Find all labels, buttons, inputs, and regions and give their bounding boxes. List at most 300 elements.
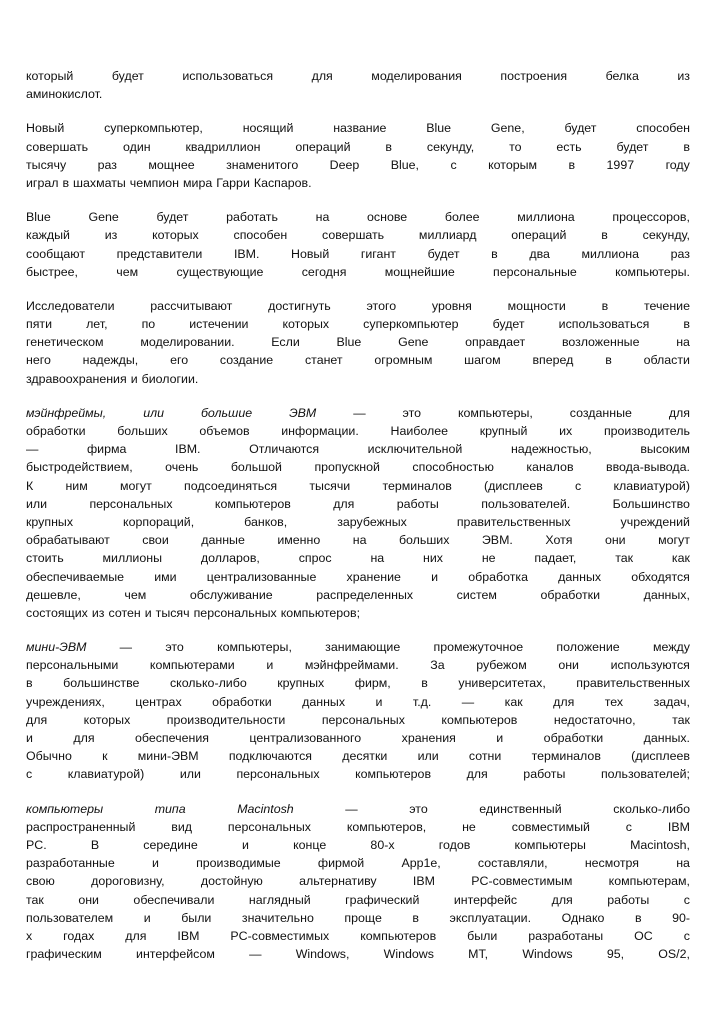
word: обработки bbox=[212, 694, 272, 709]
word: мэйнфреймы, bbox=[26, 405, 107, 420]
word: не bbox=[462, 819, 476, 834]
word: альтернативу bbox=[299, 874, 377, 889]
text-line bbox=[26, 818, 690, 836]
word: значительно bbox=[241, 910, 314, 925]
word: квадриллион bbox=[185, 139, 261, 154]
word: мини-ЭВМ bbox=[26, 640, 87, 655]
word: из bbox=[677, 69, 690, 83]
text-line bbox=[26, 656, 690, 674]
word: сотен bbox=[108, 605, 141, 620]
word: производимые bbox=[196, 856, 281, 871]
word: падает, bbox=[534, 551, 577, 566]
word: мэйнфреймами. bbox=[304, 658, 399, 673]
word: с bbox=[575, 478, 582, 493]
word: они bbox=[604, 533, 626, 548]
word: для bbox=[26, 712, 48, 727]
word: для bbox=[333, 496, 355, 511]
word: для bbox=[311, 69, 333, 83]
text-line bbox=[26, 370, 690, 388]
word: как bbox=[671, 551, 690, 566]
word: компьютеров; bbox=[280, 605, 361, 620]
word: достигнуть bbox=[268, 298, 331, 313]
word: Большинство bbox=[612, 496, 690, 511]
word: создание bbox=[219, 353, 274, 368]
word: производительности bbox=[166, 712, 286, 727]
word: Blue bbox=[426, 121, 452, 136]
word: 80-х bbox=[370, 837, 395, 852]
word: 1997 bbox=[606, 157, 635, 172]
word: суперкомпьютер bbox=[363, 317, 459, 332]
word: Blue, bbox=[390, 157, 419, 172]
word: информации. bbox=[281, 424, 359, 438]
word: больших bbox=[398, 533, 450, 548]
word: Обычно bbox=[26, 749, 72, 764]
word: данных, bbox=[643, 587, 690, 602]
word: хранение bbox=[346, 569, 401, 584]
word: Blue bbox=[26, 210, 51, 225]
word: персональных bbox=[193, 605, 277, 620]
word: централизованного bbox=[249, 731, 362, 745]
word: течение bbox=[643, 298, 690, 313]
word: правительственных bbox=[576, 676, 690, 691]
word: Gene bbox=[88, 210, 119, 225]
text-line bbox=[26, 909, 690, 927]
word: него bbox=[26, 353, 51, 368]
word: в bbox=[491, 246, 498, 261]
text-line bbox=[26, 674, 690, 692]
word: оправдает bbox=[465, 335, 526, 350]
word: и bbox=[143, 910, 151, 925]
word: большой bbox=[230, 460, 282, 475]
word: Однако bbox=[561, 910, 605, 925]
word: За bbox=[430, 658, 445, 673]
word: для bbox=[125, 928, 147, 943]
word: сегодня bbox=[301, 264, 347, 279]
word: и bbox=[375, 694, 383, 709]
word: PC-совместимых bbox=[230, 928, 330, 943]
word: Macintosh bbox=[237, 801, 294, 816]
word: в bbox=[385, 139, 392, 154]
word: и bbox=[26, 731, 33, 745]
text-line bbox=[26, 138, 690, 156]
word: миллиона bbox=[581, 246, 639, 261]
word: Windows, bbox=[295, 947, 350, 962]
word: совместимый bbox=[511, 819, 590, 834]
word: будет bbox=[564, 121, 597, 136]
word: годов bbox=[438, 837, 471, 852]
word: секунду, bbox=[426, 139, 475, 154]
word: центрах bbox=[135, 694, 182, 709]
word: истечении bbox=[189, 317, 249, 332]
word: на bbox=[315, 210, 330, 225]
word: на bbox=[352, 533, 367, 548]
word: и bbox=[144, 605, 152, 620]
word: именно bbox=[277, 533, 321, 548]
word: дороговизну, bbox=[91, 874, 165, 889]
word: операций bbox=[511, 228, 567, 243]
word: задач, bbox=[653, 694, 690, 709]
word: объемов bbox=[199, 424, 250, 438]
word: на bbox=[676, 335, 690, 350]
word: персональных bbox=[236, 767, 320, 782]
word: недостаточно, bbox=[553, 712, 636, 727]
word: каждый bbox=[26, 228, 70, 243]
word: существующие bbox=[176, 264, 264, 279]
text-line bbox=[26, 945, 690, 963]
word: университетах, bbox=[458, 676, 546, 691]
word: интерфейс bbox=[453, 892, 518, 907]
word: используются bbox=[610, 658, 690, 673]
word: с bbox=[625, 819, 632, 834]
text-line bbox=[26, 891, 690, 909]
word: которых bbox=[152, 228, 199, 243]
word: Если bbox=[271, 335, 300, 350]
word: стоить bbox=[26, 551, 64, 566]
word: будет bbox=[616, 139, 649, 154]
word: будет bbox=[492, 317, 525, 332]
word: фирмой bbox=[317, 856, 365, 871]
word: и bbox=[431, 569, 439, 584]
word: свои bbox=[142, 533, 169, 548]
word: секунду, bbox=[642, 228, 690, 243]
word: данные bbox=[201, 533, 245, 548]
word: для bbox=[551, 892, 573, 907]
word: Gene bbox=[398, 335, 429, 350]
text-line bbox=[26, 156, 690, 174]
word: данных bbox=[558, 569, 602, 584]
word: клавиатурой) bbox=[67, 767, 145, 782]
word: фирма bbox=[86, 442, 127, 457]
word: данных. bbox=[643, 731, 690, 745]
word: суперкомпьютер, bbox=[104, 121, 203, 136]
word: вид bbox=[171, 819, 192, 834]
word: или bbox=[417, 749, 439, 764]
word: носящий bbox=[242, 121, 294, 136]
word: персональных bbox=[227, 819, 311, 834]
word: и bbox=[130, 371, 138, 386]
word: будет bbox=[427, 246, 460, 261]
word: тысячу bbox=[26, 157, 67, 172]
word: аминокислот. bbox=[26, 87, 103, 102]
word: раз bbox=[97, 157, 117, 172]
word: основе bbox=[367, 210, 408, 225]
text-line bbox=[26, 711, 690, 729]
word: IBM bbox=[412, 874, 435, 889]
word: то bbox=[509, 139, 522, 154]
word: в bbox=[634, 910, 642, 925]
text-line bbox=[26, 729, 690, 747]
word: в bbox=[605, 353, 612, 368]
word: большинстве bbox=[63, 676, 140, 691]
word: в bbox=[683, 317, 690, 332]
word: компьютеры bbox=[26, 801, 104, 816]
word: так bbox=[26, 892, 44, 907]
word: персональных bbox=[89, 496, 173, 511]
word: вперед bbox=[532, 353, 574, 368]
word: шахматы bbox=[73, 175, 126, 190]
word: Новый bbox=[26, 121, 65, 136]
word: наглядный bbox=[248, 892, 311, 907]
word: — bbox=[119, 640, 133, 655]
word: тысячи bbox=[309, 478, 351, 493]
word: в bbox=[421, 676, 428, 691]
word: положение bbox=[556, 640, 620, 655]
word: генетическом bbox=[26, 335, 104, 350]
word: были bbox=[181, 910, 212, 925]
word: процессоров, bbox=[612, 210, 690, 225]
word: т.д. bbox=[412, 694, 432, 709]
text-line bbox=[26, 568, 690, 586]
word: середине bbox=[143, 837, 198, 852]
word: чем bbox=[116, 264, 139, 279]
word: клавиатурой) bbox=[613, 478, 690, 493]
word: IBM. bbox=[233, 246, 260, 261]
word: созданные bbox=[569, 405, 632, 420]
word: не bbox=[481, 551, 496, 566]
word: учреждениях, bbox=[26, 694, 105, 709]
word: Новый bbox=[291, 246, 330, 261]
word: более bbox=[444, 210, 480, 225]
word: графическим bbox=[26, 947, 102, 962]
word: рассчитывают bbox=[150, 298, 233, 313]
word: к bbox=[102, 749, 108, 764]
word: данных bbox=[302, 694, 346, 709]
text-line bbox=[26, 872, 690, 890]
word: это bbox=[409, 801, 428, 816]
text-line bbox=[26, 351, 690, 369]
word: уровня bbox=[431, 298, 472, 313]
text-line bbox=[26, 458, 690, 476]
word: чемпион bbox=[129, 175, 180, 190]
paragraph bbox=[26, 119, 690, 192]
word: их bbox=[559, 424, 573, 438]
word: эксплуатации. bbox=[449, 910, 532, 925]
word: компьютеры bbox=[514, 837, 586, 852]
word: обеспечения bbox=[135, 731, 209, 745]
text-line bbox=[26, 119, 690, 137]
paragraph bbox=[26, 208, 690, 281]
text-line bbox=[26, 440, 690, 458]
word: типа bbox=[154, 801, 186, 816]
word: пропускной bbox=[314, 460, 380, 475]
word: пользователей; bbox=[600, 767, 690, 782]
word: персональными bbox=[26, 658, 119, 673]
word: терминалов bbox=[531, 749, 601, 764]
word: ЭВМ. bbox=[481, 533, 513, 548]
word: для bbox=[668, 405, 690, 420]
word: в bbox=[26, 676, 33, 691]
word: использоваться bbox=[558, 317, 650, 332]
word: способен bbox=[233, 228, 288, 243]
word: дешевле, bbox=[26, 587, 81, 602]
word: миллионы bbox=[102, 551, 162, 566]
text-line bbox=[26, 297, 690, 315]
word: операций bbox=[295, 139, 351, 154]
text-line bbox=[26, 315, 690, 333]
word: или bbox=[26, 496, 48, 511]
word: надежды, bbox=[82, 353, 139, 368]
word: обеспечивали bbox=[133, 892, 215, 907]
word: распространенный bbox=[26, 819, 136, 834]
word: который bbox=[26, 69, 74, 83]
word: его bbox=[170, 353, 189, 368]
word: сколько-либо bbox=[169, 676, 247, 691]
word: обеспечиваемые bbox=[26, 569, 125, 584]
word: или bbox=[179, 767, 201, 782]
word: разработанные bbox=[26, 856, 115, 871]
text-line bbox=[26, 422, 690, 440]
word: моделировании. bbox=[140, 335, 235, 350]
word: в bbox=[601, 228, 608, 243]
word: сообщают bbox=[26, 246, 85, 261]
word: белка bbox=[605, 69, 639, 83]
text-line bbox=[26, 208, 690, 226]
word: IBM. bbox=[175, 442, 201, 457]
word: занимающие bbox=[325, 640, 401, 655]
word: PC. bbox=[26, 837, 47, 852]
text-line bbox=[26, 333, 690, 351]
word: интерфейсом bbox=[136, 947, 215, 962]
word: возложенные bbox=[561, 335, 640, 350]
text-line bbox=[26, 800, 690, 818]
word: персональные bbox=[493, 264, 577, 279]
word: большие bbox=[200, 405, 253, 420]
word: Blue bbox=[336, 335, 362, 350]
word: году bbox=[665, 157, 690, 172]
word: как bbox=[504, 694, 523, 709]
word: играл bbox=[26, 175, 59, 190]
word: — bbox=[26, 442, 39, 457]
text-line bbox=[26, 747, 690, 765]
text-line bbox=[26, 549, 690, 567]
word: корпораций, bbox=[123, 514, 195, 529]
word: компьютеров bbox=[355, 767, 432, 782]
word: обработки bbox=[540, 587, 601, 602]
word: для bbox=[553, 694, 575, 709]
word: высоким bbox=[640, 442, 690, 457]
word: и bbox=[266, 658, 274, 673]
word: Хотя bbox=[545, 533, 573, 548]
word: работать bbox=[226, 210, 278, 225]
word: компьютеры, bbox=[217, 640, 292, 655]
word: компьютеров, bbox=[346, 819, 427, 834]
word: — bbox=[345, 801, 358, 816]
word: производитель bbox=[603, 424, 690, 438]
word: В bbox=[90, 837, 100, 852]
word: достойную bbox=[200, 874, 263, 889]
text-line bbox=[26, 927, 690, 945]
word: OS/2, bbox=[658, 947, 690, 962]
word: App1e, bbox=[401, 856, 441, 871]
word: которых bbox=[83, 712, 131, 727]
word: работы bbox=[396, 496, 439, 511]
word: области bbox=[643, 353, 690, 368]
word: в bbox=[683, 139, 690, 154]
word: компьютерам, bbox=[608, 874, 690, 889]
word: будет bbox=[111, 69, 144, 83]
word: с bbox=[450, 157, 457, 172]
word: (дисплеев bbox=[631, 749, 690, 764]
word: совершать bbox=[26, 139, 89, 154]
word: К bbox=[26, 478, 34, 493]
word: Отличаются bbox=[249, 442, 320, 457]
word: пользователей. bbox=[481, 496, 571, 511]
word: терминалов bbox=[382, 478, 452, 493]
word: работы bbox=[607, 892, 650, 907]
word: которых bbox=[282, 317, 330, 332]
word: которым bbox=[488, 157, 538, 172]
word: есть bbox=[556, 139, 582, 154]
word: MT, bbox=[468, 947, 489, 962]
text-line bbox=[26, 495, 690, 513]
text-line bbox=[26, 477, 690, 495]
word: крупных bbox=[26, 514, 74, 529]
word: и bbox=[496, 731, 504, 745]
word: правительственных bbox=[456, 514, 571, 529]
word: централизованные bbox=[206, 569, 317, 584]
word: сколько-либо bbox=[613, 801, 690, 816]
word: составляли, bbox=[477, 856, 548, 871]
word: чем bbox=[124, 587, 147, 602]
word: банков, bbox=[244, 514, 288, 529]
word: спрос bbox=[298, 551, 332, 566]
word: несмотря bbox=[584, 856, 640, 871]
word: ими bbox=[154, 569, 177, 584]
word: способен bbox=[636, 121, 690, 136]
word: мощнее bbox=[148, 157, 195, 172]
text-line bbox=[26, 693, 690, 711]
word: IBM bbox=[667, 819, 690, 834]
word: обработки bbox=[543, 731, 604, 745]
word: быстродействием, bbox=[26, 460, 133, 475]
word: станет bbox=[304, 353, 343, 368]
text-line bbox=[26, 67, 690, 85]
word: обходятся bbox=[631, 569, 690, 584]
word: тысяч bbox=[155, 605, 190, 620]
word: Каспаров. bbox=[253, 175, 312, 190]
word: 95, bbox=[606, 947, 625, 962]
word: моделирования bbox=[371, 69, 462, 83]
word: миллиона bbox=[517, 210, 575, 225]
word: так bbox=[615, 551, 634, 566]
word: могут bbox=[119, 478, 152, 493]
word: биологии. bbox=[141, 371, 199, 386]
word: компьютеры. bbox=[615, 264, 690, 279]
word: будет bbox=[156, 210, 189, 225]
paragraph bbox=[26, 638, 690, 784]
word: Macintosh, bbox=[630, 837, 690, 852]
word: очень bbox=[165, 460, 199, 475]
word: построения bbox=[500, 69, 568, 83]
word: компьютеры, bbox=[457, 405, 533, 420]
word: компьютерами bbox=[149, 658, 235, 673]
text-line bbox=[26, 854, 690, 872]
text-line bbox=[26, 263, 690, 281]
word: здравоохранения bbox=[26, 371, 127, 386]
word: мощности bbox=[507, 298, 566, 313]
word: Гарри bbox=[216, 175, 250, 190]
word: для bbox=[466, 767, 488, 782]
word: годах bbox=[63, 928, 95, 943]
word: долларов, bbox=[200, 551, 260, 566]
word: фирм, bbox=[354, 676, 391, 691]
word: в bbox=[62, 175, 70, 190]
word: они bbox=[78, 892, 99, 907]
word: компьютеров bbox=[441, 712, 518, 727]
word: больших bbox=[117, 424, 168, 438]
word: (дисплеев bbox=[484, 478, 543, 493]
word: с bbox=[26, 767, 33, 782]
